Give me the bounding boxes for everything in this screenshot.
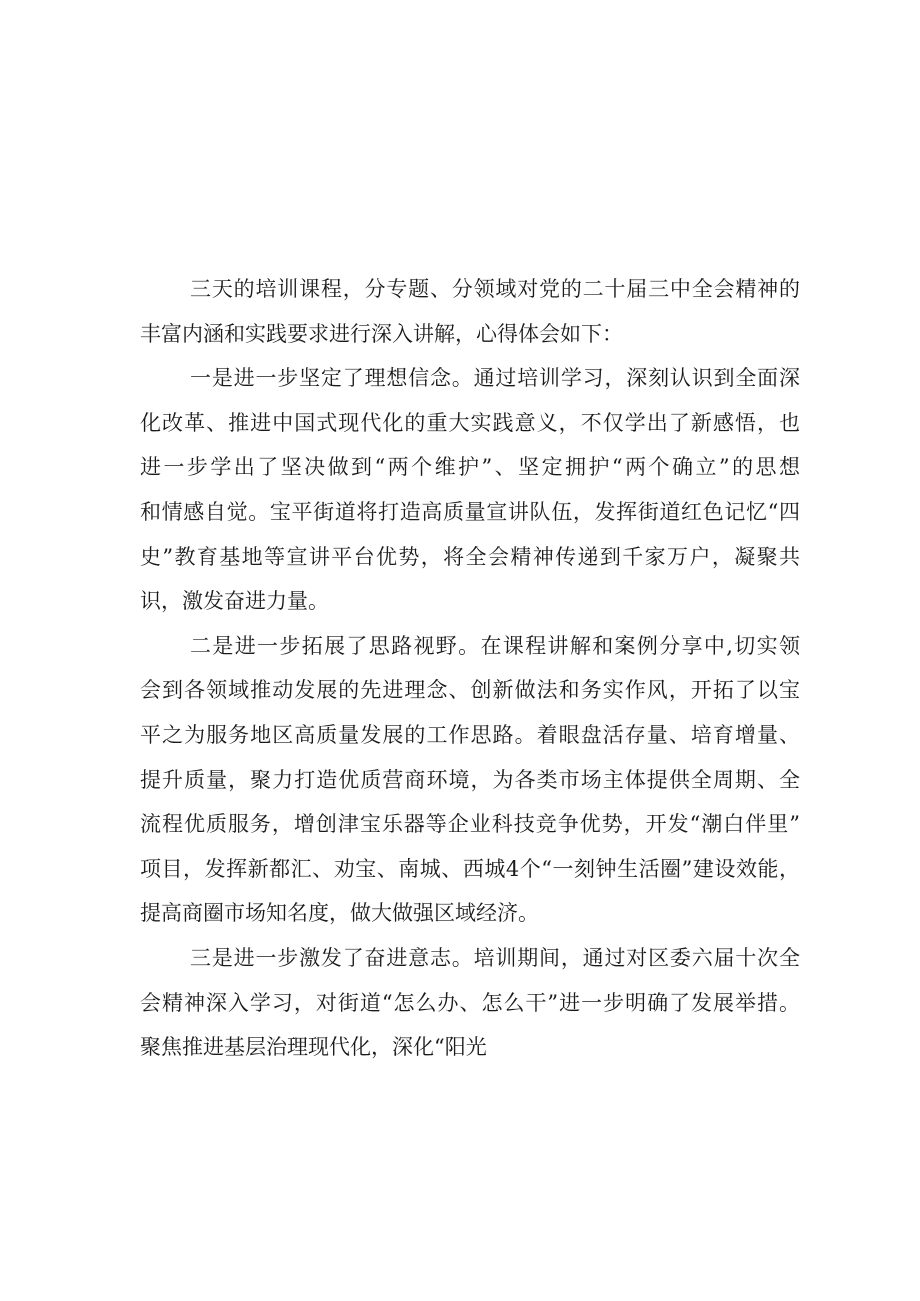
paragraph-1-line-2: 丰富内涵和实践要求进行深入讲解，心得体会如下：: [140, 321, 623, 346]
paragraph-2-line-4: 和情感自觉。宝平街道将打造高质量宣讲队伍，发挥街道红色记忆“四: [140, 499, 800, 524]
paragraph-3-line-3: 平之为服务地区高质量发展的工作思路。着眼盘活存量、培育增量、: [140, 722, 800, 747]
paragraph-1-line-1: 三天的培训课程，分专题、分领域对党的二十届三中全会精神的: [190, 277, 800, 301]
paragraph-4-line-2: 会精神深入学习，对街道“怎么办、怎么干”进一步明确了发展举措。: [140, 990, 800, 1015]
paragraph-2-line-1: 一是进一步坚定了理想信念。通过培训学习，深刻认识到全面深: [190, 366, 800, 391]
paragraph-2-line-6: 识，激发奋进力量。: [140, 589, 329, 614]
paragraph-4-line-3: 聚焦推进基层治理现代化，深化“阳光: [140, 1035, 487, 1060]
document-body: [140, 267, 800, 1070]
paragraph-4-line-1: 三是进一步激发了奋进意志。培训期间，通过对区委六届十次全: [190, 945, 800, 970]
paragraph-3-line-6: 项目，发挥新都汇、劝宝、南城、西城4个“一刻钟生活圈”建设效能，: [140, 856, 800, 881]
paragraph-3-line-5: 流程优质服务，增创津宝乐器等企业科技竞争优势，开发“潮白伴里”: [140, 812, 800, 837]
paragraph-2-line-5: 史”教育基地等宣讲平台优势，将全会精神传递到千家万户，凝聚共: [140, 544, 800, 569]
paragraph-3-line-1: 二是进一步拓展了思路视野。在课程讲解和案例分享中,切实领: [190, 633, 800, 658]
paragraph-2-line-3: 进一步学出了坚决做到“两个维护”、坚定拥护“两个确立”的思想: [140, 455, 800, 480]
paragraph-2-line-2: 化改革、推进中国式现代化的重大实践意义，不仅学出了新感悟，也: [140, 410, 800, 435]
paragraph-3-line-4: 提升质量，聚力打造优质营商环境，为各类市场主体提供全周期、全: [140, 767, 800, 792]
paragraph-3-line-2: 会到各领域推动发展的先进理念、创新做法和务实作风，开拓了以宝: [140, 678, 800, 703]
paragraph-3-line-7: 提高商圈市场知名度，做大做强区域经济。: [140, 901, 539, 926]
